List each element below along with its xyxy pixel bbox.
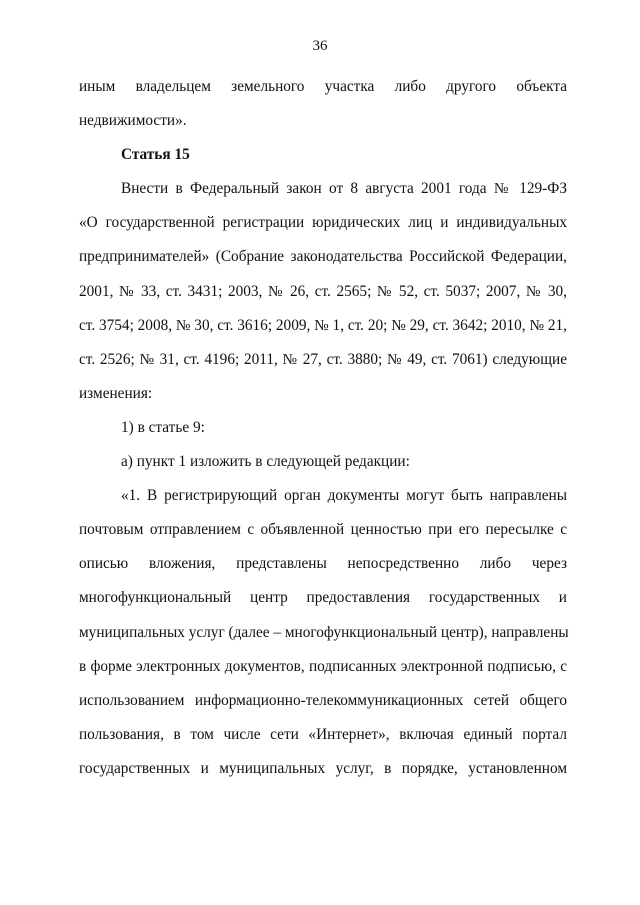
text-line: 1) в статье 9: [121,418,205,436]
page-number: 36 [312,38,328,54]
text-line: почтовым отправлением с объявленной ценностью при его пересылке с [79,521,567,539]
text-line: пользования, в том числе сети «Интернет», включая единый портал [79,725,567,743]
text-line: а) пункт 1 изложить в следующей редакции: [121,453,410,471]
text-line: «1. В регистрирующий орган документы могут быть направлены [121,487,567,505]
text-line: изменения: [79,384,153,402]
text-line: государственных и муниципальных услуг, в порядке, установленном [79,759,567,777]
document-body [79,70,567,786]
article-heading: Статья 15 [121,146,190,164]
text-line: «О государственной регистрации юридических лиц и индивидуальных [79,214,567,232]
text-line: использованием информационно-телекоммуникационных сетей общего [79,691,567,709]
text-line: 2001, № 33, ст. 3431; 2003, № 26, ст. 2565; № 52, ст. 5037; 2007, № 30, [79,282,567,300]
text-line: многофункциональный центр предоставления государственных и [79,589,567,607]
text-line: Внести в Федеральный закон от 8 августа 2001 года № 129-ФЗ [121,180,567,198]
text-line: недвижимости». [79,112,187,130]
text-line: иным владельцем земельного участка либо другого объекта [79,78,567,95]
text-line: в форме электронных документов, подписанных электронной подписью, с [79,657,567,675]
text-line: ст. 3754; 2008, № 30, ст. 3616; 2009, № 1, ст. 20; № 29, ст. 3642; 2010, № 21, [79,316,567,334]
text-line: описью вложения, представлены непосредственно либо через [79,555,567,573]
text-line: ст. 2526; № 31, ст. 4196; 2011, № 27, ст. 3880; № 49, ст. 7061) следующие [79,350,567,368]
text-line: муниципальных услуг (далее – многофункциональный центр), направлены [79,623,569,641]
text-line: предпринимателей» (Собрание законодательства Российской Федерации, [79,248,567,266]
